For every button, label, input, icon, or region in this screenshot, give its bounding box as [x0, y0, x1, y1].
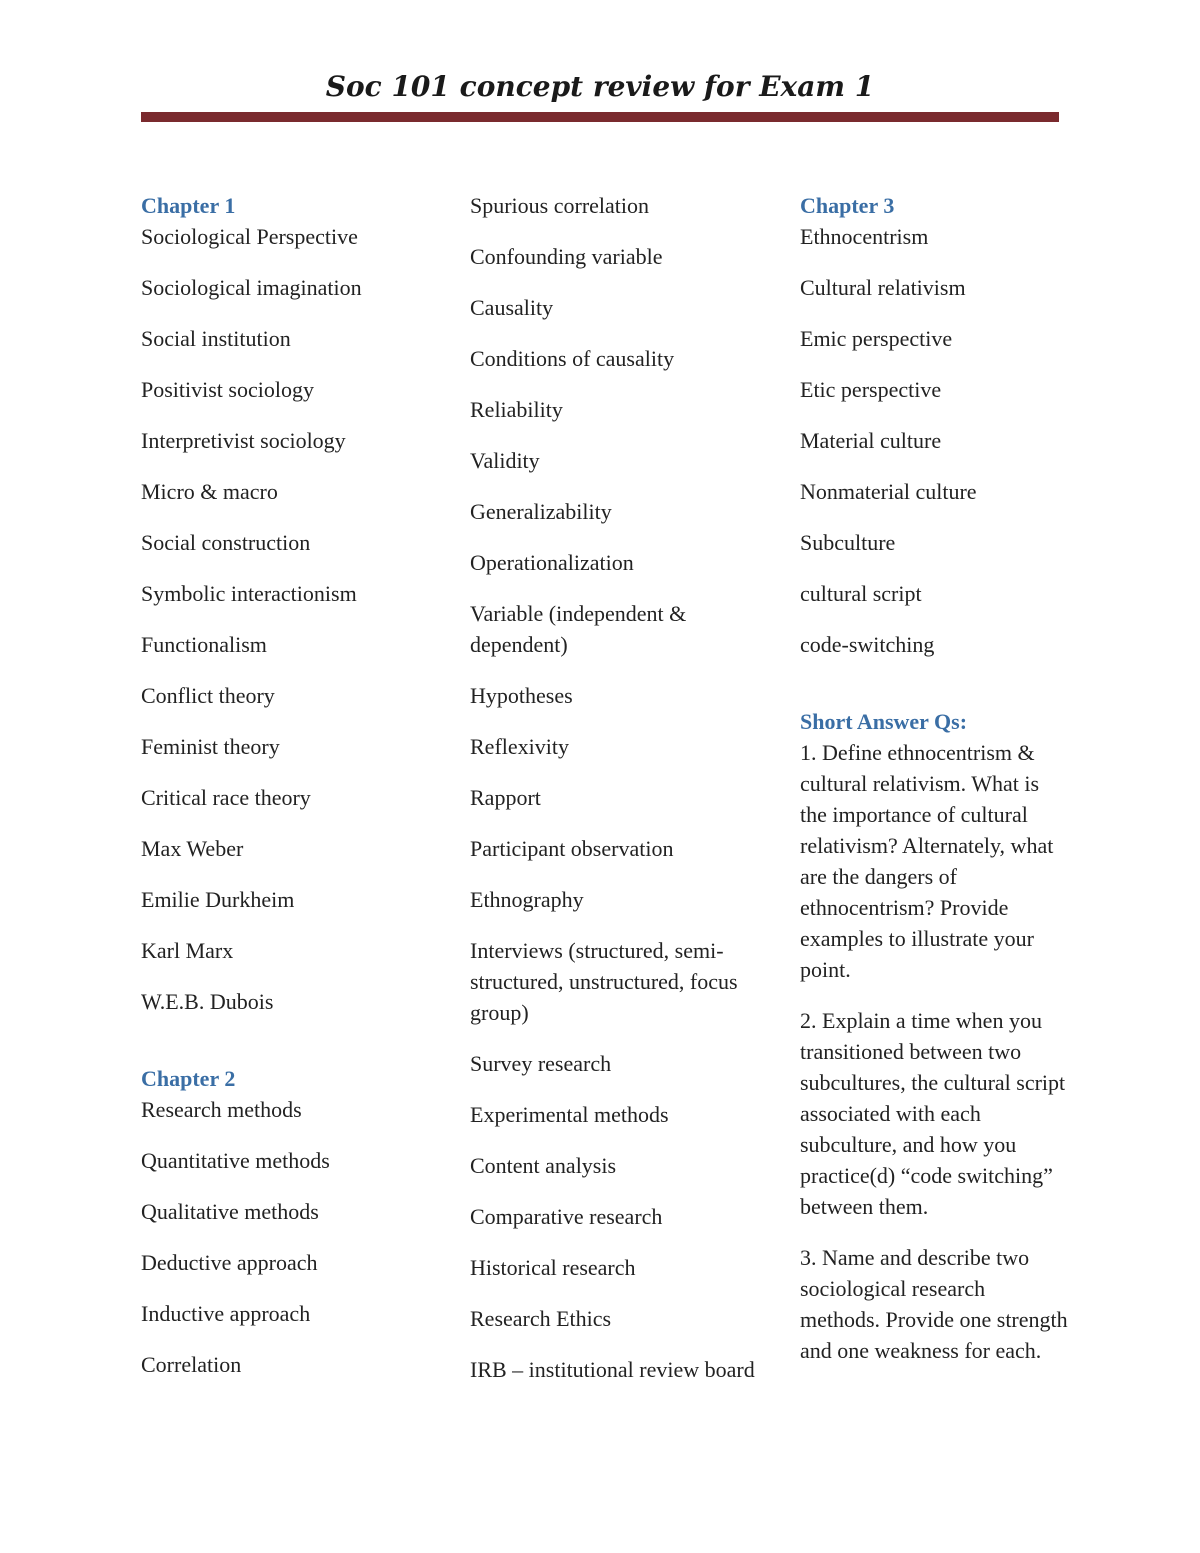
term-item: Symbolic interactionism	[141, 581, 357, 606]
chapter-3-term-list	[800, 221, 1070, 660]
term-item: Feminist theory	[141, 734, 280, 759]
term-item: Causality	[470, 295, 554, 320]
short-answer-heading: Short Answer Qs:	[800, 709, 968, 734]
term-item: Content analysis	[470, 1153, 617, 1178]
term-item: Inductive approach	[141, 1301, 311, 1326]
term-item: Survey research	[470, 1051, 612, 1076]
term-item: Correlation	[141, 1352, 242, 1377]
term-item: Operationalization	[470, 550, 634, 575]
term-item: Reliability	[470, 397, 563, 422]
term-item: Validity	[470, 448, 540, 473]
term-item: Material culture	[800, 428, 942, 453]
term-item: Interviews (structured, semi-structured, unstructured, focus group)	[470, 938, 738, 1025]
term-item: Micro & macro	[141, 479, 278, 504]
term-item: Nonmaterial culture	[800, 479, 977, 504]
term-item: IRB – institutional review board	[470, 1357, 755, 1382]
term-item: Ethnocentrism	[800, 224, 929, 249]
term-item: Sociological Perspective	[141, 224, 358, 249]
term-item: Research methods	[141, 1097, 302, 1122]
title-rule	[141, 112, 1059, 122]
term-item: Ethnography	[470, 887, 584, 912]
short-answer-question: 1. Define ethnocentrism & cultural relativism. What is the importance of cultural relativism? Alternately, what are the dangers of ethnocentrism? Provide examples to illustrate your point.	[800, 740, 1054, 982]
term-item: Cultural relativism	[800, 275, 966, 300]
column-2	[470, 190, 780, 1385]
section-spacer	[141, 1017, 451, 1063]
term-item: Confounding variable	[470, 244, 663, 269]
chapter-2-term-list	[141, 1094, 451, 1380]
term-item: Social institution	[141, 326, 291, 351]
section-spacer	[800, 660, 1070, 706]
term-item: Functionalism	[141, 632, 267, 657]
term-item: Subculture	[800, 530, 896, 555]
page-title: Soc 101 concept review for Exam 1	[325, 70, 875, 103]
term-item: Historical research	[470, 1255, 636, 1280]
term-item: Etic perspective	[800, 377, 942, 402]
term-item: Conditions of causality	[470, 346, 675, 371]
short-answer-question: 2. Explain a time when you transitioned between two subcultures, the cultural script associated with each subculture, and how you practice(d) “code switching” between them.	[800, 1008, 1066, 1219]
column-3	[800, 190, 1070, 1386]
term-item: Variable (independent & dependent)	[470, 601, 687, 657]
term-item: Emic perspective	[800, 326, 953, 351]
term-item: Interpretivist sociology	[141, 428, 346, 453]
term-item: Max Weber	[141, 836, 244, 861]
term-item: Quantitative methods	[141, 1148, 330, 1173]
term-item: Research Ethics	[470, 1306, 612, 1331]
term-item: Participant observation	[470, 836, 674, 861]
chapter-2-continued-term-list	[470, 190, 780, 1385]
term-item: Sociological imagination	[141, 275, 362, 300]
term-item: Hypotheses	[470, 683, 573, 708]
term-item: Comparative research	[470, 1204, 663, 1229]
term-item: Emilie Durkheim	[141, 887, 295, 912]
chapter-3-heading: Chapter 3	[800, 193, 895, 218]
term-item: Spurious correlation	[470, 193, 650, 218]
short-answer-question: 3. Name and describe two sociological research methods. Provide one strength and one weakness for each.	[800, 1245, 1068, 1363]
short-answer-question-list	[800, 737, 1070, 1366]
term-item: Reflexivity	[470, 734, 569, 759]
term-item: cultural script	[800, 581, 922, 606]
term-item: Conflict theory	[141, 683, 275, 708]
column-1	[141, 190, 451, 1380]
chapter-1-term-list	[141, 221, 451, 1017]
term-item: Rapport	[470, 785, 541, 810]
term-item: Deductive approach	[141, 1250, 318, 1275]
chapter-1-heading: Chapter 1	[141, 193, 236, 218]
term-item: Karl Marx	[141, 938, 234, 963]
term-item: W.E.B. Dubois	[141, 989, 274, 1014]
term-item: Positivist sociology	[141, 377, 314, 402]
chapter-2-heading: Chapter 2	[141, 1066, 236, 1091]
term-item: Qualitative methods	[141, 1199, 319, 1224]
term-item: Experimental methods	[470, 1102, 669, 1127]
term-item: Critical race theory	[141, 785, 311, 810]
term-item: code-switching	[800, 632, 935, 657]
term-item: Social construction	[141, 530, 311, 555]
term-item: Generalizability	[470, 499, 612, 524]
